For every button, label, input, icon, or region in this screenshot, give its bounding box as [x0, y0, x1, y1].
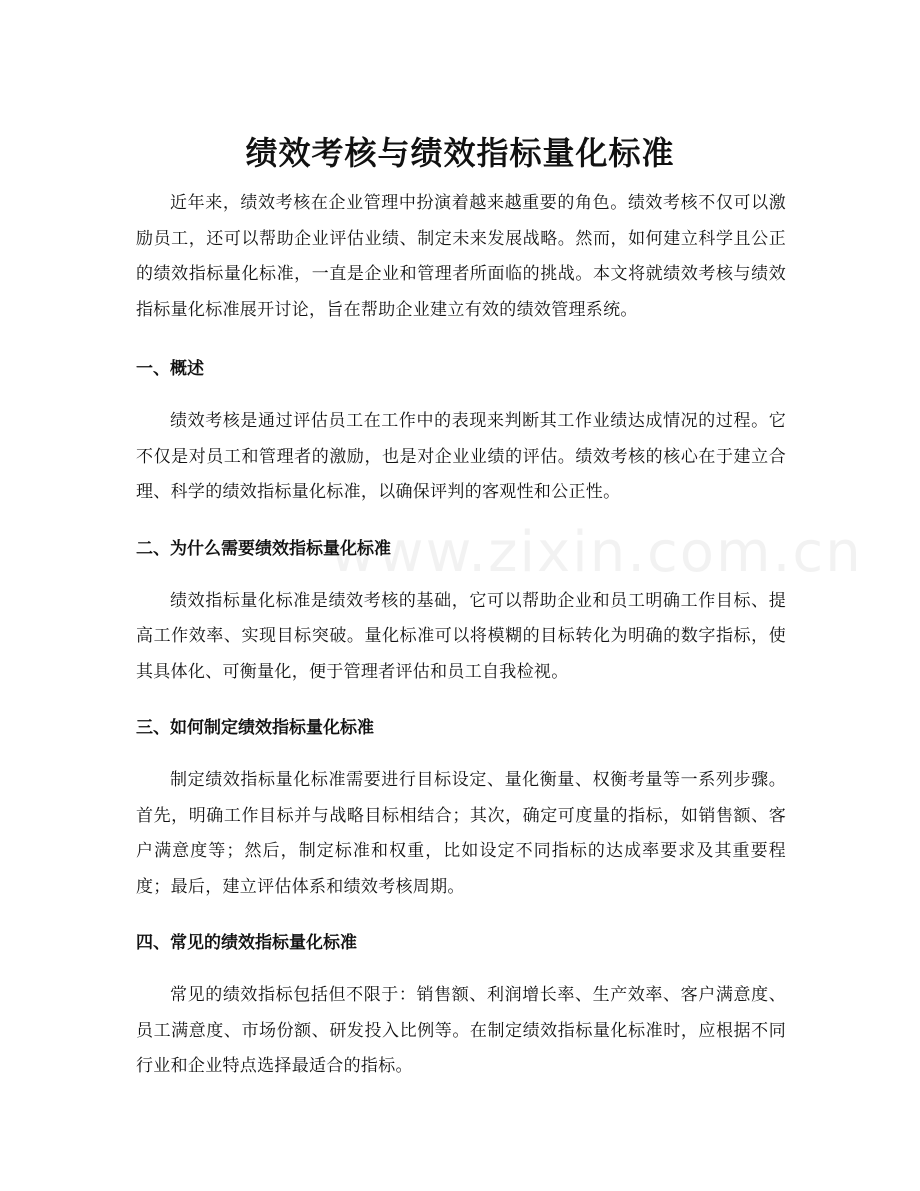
section-body-why: 绩效指标量化标准是绩效考核的基础，它可以帮助企业和员工明确工作目标、提高工作效率、实现目标突破。量化标准可以将模糊的目标转化为明确的数字指标，使其具体化、可衡量化，便于管理者评估和员工自我检视。 [136, 590, 786, 682]
section-heading-why: 二、为什么需要绩效指标量化标准 [136, 538, 391, 559]
section-body-how: 制定绩效指标量化标准需要进行目标设定、量化衡量、权衡考量等一系列步骤。首先，明确工作目标并与战略目标相结合；其次，确定可度量的指标，如销售额、客户满意度等；然后，制定标准和权重，比如设定不同指标的达成率要求及其重要程度；最后，建立评估体系和绩效考核周期。 [136, 770, 786, 897]
intro-paragraph: 近年来，绩效考核在企业管理中扮演着越来越重要的角色。绩效考核不仅可以激励员工，还可以帮助企业评估业绩、制定未来发展战略。然而，如何建立科学且公正的绩效指标量化标准，一直是企业和管理者所面临的挑战。本文将就绩效考核与绩效指标量化标准展开讨论，旨在帮助企业建立有效的绩效管理系统。 [136, 193, 786, 320]
section-heading-overview: 一、概述 [136, 359, 204, 379]
section-body-overview: 绩效考核是通过评估员工在工作中的表现来判断其工作业绩达成情况的过程。它不仅是对员工和管理者的激励，也是对企业业绩的评估。绩效考核的核心在于建立合理、科学的绩效指标量化标准，以确保评判的客观性和公正性。 [136, 411, 786, 502]
section-heading-how: 三、如何制定绩效指标量化标准 [136, 718, 374, 738]
section-body-common: 常见的绩效指标包括但不限于：销售额、利润增长率、生产效率、客户满意度、员工满意度、市场份额、研发投入比例等。在制定绩效指标量化标准时，应根据不同行业和企业特点选择最适合的指标。 [136, 985, 786, 1076]
section-heading-common: 四、常见的绩效指标量化标准 [136, 933, 357, 953]
document-body [136, 186, 786, 1085]
document-title: 绩效考核与绩效指标量化标准 [245, 134, 675, 173]
watermark: www.zixin.com.cn [330, 520, 863, 585]
